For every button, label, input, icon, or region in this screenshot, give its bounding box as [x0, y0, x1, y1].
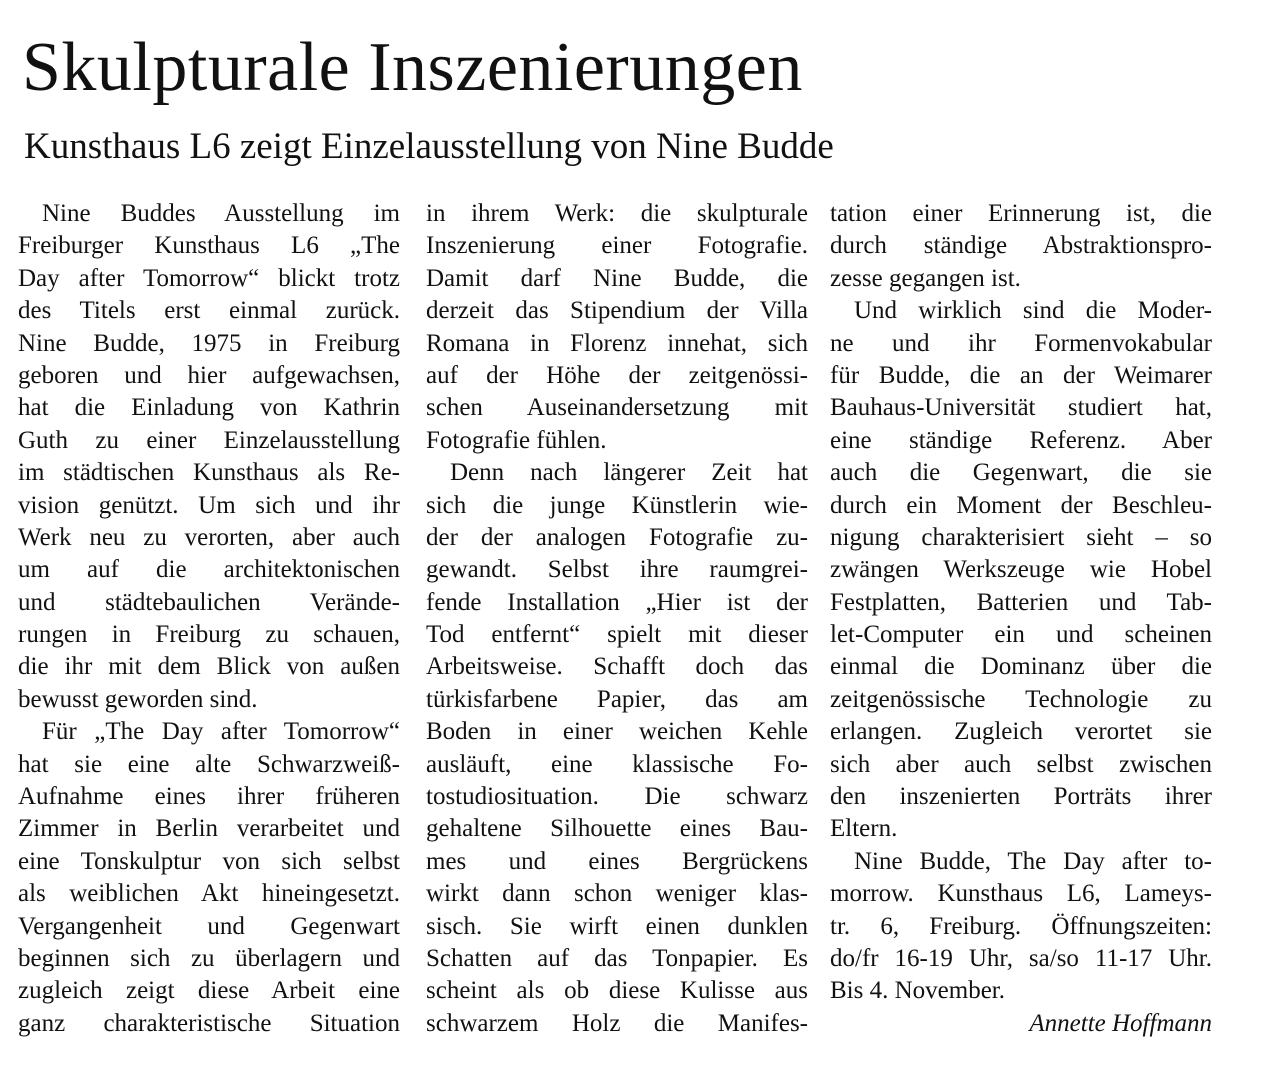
- article-text-line: hat sie eine alte Schwarzweiß-: [18, 750, 400, 778]
- article-text-line: einmal die Dominanz über die: [830, 653, 1212, 681]
- article-text-line: vision genützt. Um sich und ihr: [18, 491, 400, 519]
- article-text-line: ausläuft, eine klassische Fo-: [426, 750, 808, 778]
- article-text-line: Tod entfernt“ spielt mit dieser: [426, 621, 808, 649]
- article-text-line: Nine Buddes Ausstellung im: [42, 200, 400, 227]
- article-text-line: schen Auseinandersetzung mit: [426, 394, 808, 422]
- article-text-line: zugleich zeigt diese Arbeit eine: [18, 977, 400, 1005]
- article-text-line: Vergangenheit und Gegenwart: [18, 912, 400, 940]
- article-text-line: schwarzem Holz die Manifes-: [426, 1009, 808, 1037]
- article-text-line: erlangen. Zugleich verortet sie: [830, 718, 1212, 746]
- article-text-line: Bauhaus-Universität studiert hat,: [830, 394, 1212, 422]
- article-text-line: sich aber auch selbst zwischen: [830, 750, 1212, 778]
- article-text-line: Eltern.: [830, 815, 898, 843]
- article-text-line: und städtebaulichen Verände-: [18, 588, 400, 616]
- article-text-line: zesse gegangen ist.: [830, 264, 1021, 292]
- article-column-3: [830, 198, 1212, 1040]
- article-text-line: zwängen Werkszeuge wie Hobel: [830, 556, 1212, 584]
- article-text-line: den inszenierten Porträts ihrer: [830, 783, 1212, 811]
- article-text-line: Nine Budde, 1975 in Freiburg: [18, 329, 400, 357]
- article-text-line: für Budde, die an der Weimarer: [830, 361, 1212, 389]
- article-text-line: rungen in Freiburg zu schauen,: [18, 621, 400, 649]
- article-text-line: der der analogen Fotografie zu-: [426, 523, 808, 551]
- article-text-line: scheint als ob diese Kulisse aus: [426, 977, 808, 1005]
- article-text-line: Boden in einer weichen Kehle: [426, 718, 808, 746]
- article-text-line: bewusst geworden sind.: [18, 685, 258, 713]
- article-text-line: Werk neu zu verorten, aber auch: [18, 523, 400, 551]
- article-column-3-lines: [830, 198, 1212, 1008]
- article-text-line: derzeit das Stipendium der Villa: [426, 297, 808, 325]
- article-text-line: Guth zu einer Einzelausstellung: [18, 426, 400, 454]
- article-text-line: Zimmer in Berlin verarbeitet und: [18, 815, 400, 843]
- article-text-line: Inszenierung einer Fotografie.: [426, 232, 808, 260]
- article-column-1: [18, 198, 400, 1040]
- article-text-line: Damit darf Nine Budde, die: [426, 264, 808, 292]
- article-text-line: Freiburger Kunsthaus L6 „The: [18, 232, 400, 260]
- article-text-line: let-Computer ein und scheinen: [830, 621, 1212, 649]
- article-text-line: Fotografie fühlen.: [426, 426, 607, 454]
- article-text-line: tostudiosituation. Die schwarz: [426, 783, 808, 811]
- article-text-line: tr. 6, Freiburg. Öffnungszeiten:: [830, 912, 1212, 940]
- article-text-line: Romana in Florenz innehat, sich: [426, 329, 808, 357]
- article-text-line: Schatten auf das Tonpapier. Es: [426, 944, 808, 972]
- article-subheadline: Kunsthaus L6 zeigt Einzelausstellung von Nine Budde: [24, 126, 834, 167]
- article-text-line: um auf die architektonischen: [18, 556, 400, 584]
- article-text-line: mes und eines Bergrückens: [426, 847, 808, 875]
- article-headline: Skulpturale Inszenierungen: [22, 29, 803, 106]
- article-text-line: als weiblichen Akt hineingesetzt.: [18, 880, 400, 908]
- article-text-line: ganz charakteristische Situation: [18, 1009, 400, 1037]
- article-column-2: [426, 198, 808, 1040]
- article-text-line: zeitgenössische Technologie zu: [830, 685, 1212, 713]
- article-text-line: sich die junge Künstlerin wie-: [426, 491, 808, 519]
- article-text-line: Festplatten, Batterien und Tab-: [830, 588, 1212, 616]
- article-text-line: nigung charakterisiert sieht – so: [830, 523, 1212, 551]
- article-text-line: durch ständige Abstraktionspro-: [830, 232, 1212, 260]
- article-text-line: fende Installation „Hier ist der: [426, 588, 808, 616]
- article-text-line: gewandt. Selbst ihre raumgrei-: [426, 556, 808, 584]
- article-text-line: auch die Gegenwart, die sie: [830, 459, 1212, 487]
- article-text-line: türkisfarbene Papier, das am: [426, 685, 808, 713]
- article-text-line: beginnen sich zu überlagern und: [18, 944, 400, 972]
- article-text-line: do/fr 16-19 Uhr, sa/so 11-17 Uhr.: [830, 944, 1212, 972]
- article-text-line: des Titels erst einmal zurück.: [18, 297, 400, 325]
- article-text-line: Denn nach längerer Zeit hat: [450, 459, 808, 487]
- article-text-line: geboren und hier aufgewachsen,: [18, 361, 400, 389]
- article-text-line: gehaltene Silhouette eines Bau-: [426, 815, 808, 843]
- article-text-line: Day after Tomorrow“ blickt trotz: [18, 264, 400, 292]
- author-byline: Annette Hoffmann: [1029, 1009, 1212, 1037]
- article-text-line: hat die Einladung von Kathrin: [18, 394, 400, 422]
- article-text-line: Nine Budde, The Day after to-: [854, 847, 1212, 875]
- article-text-line: im städtischen Kunsthaus als Re-: [18, 459, 400, 487]
- article-text-line: die ihr mit dem Blick von außen: [18, 653, 400, 681]
- article-text-line: Und wirklich sind die Moder-: [854, 297, 1212, 325]
- article-text-line: morrow. Kunsthaus L6, Lameys-: [830, 880, 1212, 908]
- article-text-line: Bis 4. November.: [830, 977, 1005, 1005]
- article-text-line: tation einer Erinnerung ist, die: [830, 200, 1212, 227]
- article-text-line: sisch. Sie wirft einen dunklen: [426, 912, 808, 940]
- article-text-line: wirkt dann schon weniger klas-: [426, 880, 808, 908]
- article-text-line: Aufnahme eines ihrer früheren: [18, 783, 400, 811]
- article-text-line: eine Tonskulptur von sich selbst: [18, 847, 400, 875]
- article-text-line: Arbeitsweise. Schafft doch das: [426, 653, 808, 681]
- article-text-line: Für „The Day after Tomorrow“: [42, 718, 400, 746]
- article-text-line: in ihrem Werk: die skulpturale: [426, 200, 808, 227]
- article-text-line: eine ständige Referenz. Aber: [830, 426, 1212, 454]
- article-text-line: auf der Höhe der zeitgenössi-: [426, 361, 808, 389]
- article-text-line: durch ein Moment der Beschleu-: [830, 491, 1212, 519]
- article-text-line: ne und ihr Formenvokabular: [830, 329, 1212, 357]
